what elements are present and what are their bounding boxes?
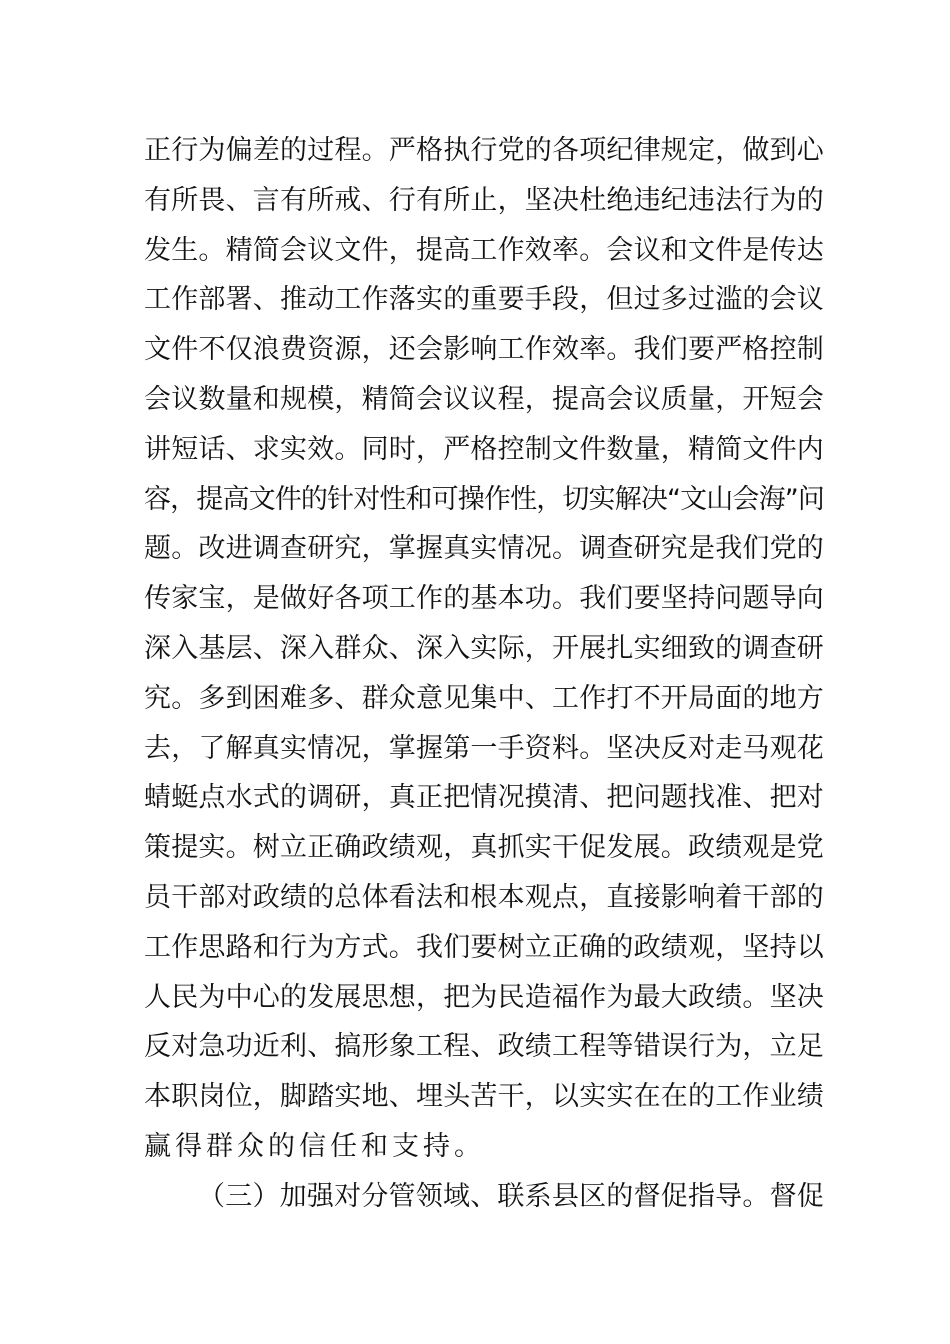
text-line: 究。多到困难多、群众意见集中、工作打不开局面的地方: [144, 682, 824, 714]
section-heading-line: （三）加强对分管领域、联系县区的督促指导。督促: [198, 1180, 825, 1212]
text-line: 本职岗位，脚踏实地、埋头苦干，以实实在在的工作业绩: [144, 1081, 824, 1113]
text-line: 有所畏、言有所戒、行有所止，坚决杜绝违纪违法行为的: [144, 184, 824, 216]
text-line: 人民为中心的发展思想，把为民造福作为最大政绩。坚决: [144, 981, 824, 1013]
text-line: 正行为偏差的过程。严格执行党的各项纪律规定，做到心: [144, 135, 824, 166]
text-line: 发生。精简会议文件，提高工作效率。会议和文件是传达: [144, 234, 824, 266]
text-line: 传家宝，是做好各项工作的基本功。我们要坚持问题导向: [144, 583, 824, 615]
text-line: 题。改进调查研究，掌握真实情况。调查研究是我们党的: [144, 533, 824, 565]
text-line: 工作思路和行为方式。我们要树立正确的政绩观，坚持以: [144, 931, 824, 963]
text-line: 蜻蜓点水式的调研，真正把情况摸清、把问题找准、把对: [144, 782, 824, 814]
text-line: 工作部署、推动工作落实的重要手段，但过多过滥的会议: [144, 284, 824, 316]
text-line: 容，提高文件的针对性和可操作性，切实解决“文山会海”问: [144, 483, 825, 515]
text-line: 员干部对政绩的总体看法和根本观点，直接影响着干部的: [144, 881, 824, 913]
text-line: 讲短话、求实效。同时，严格控制文件数量，精简文件内: [144, 433, 824, 465]
text-line: 赢得群众的信任和支持。: [144, 1130, 485, 1162]
body-text: [144, 126, 824, 1222]
text-line: 深入基层、深入群众、深入实际，开展扎实细致的调查研: [144, 632, 824, 664]
text-line: 策提实。树立正确政绩观，真抓实干促发展。政绩观是党: [144, 832, 824, 864]
text-line: 会议数量和规模，精简会议议程，提高会议质量，开短会: [144, 383, 824, 415]
text-line: 文件不仅浪费资源，还会影响工作效率。我们要严格控制: [144, 334, 824, 366]
text-line: 去，了解真实情况，掌握第一手资料。坚决反对走马观花: [144, 732, 824, 764]
text-line: 反对急功近利、搞形象工程、政绩工程等错误行为，立足: [144, 1031, 824, 1063]
